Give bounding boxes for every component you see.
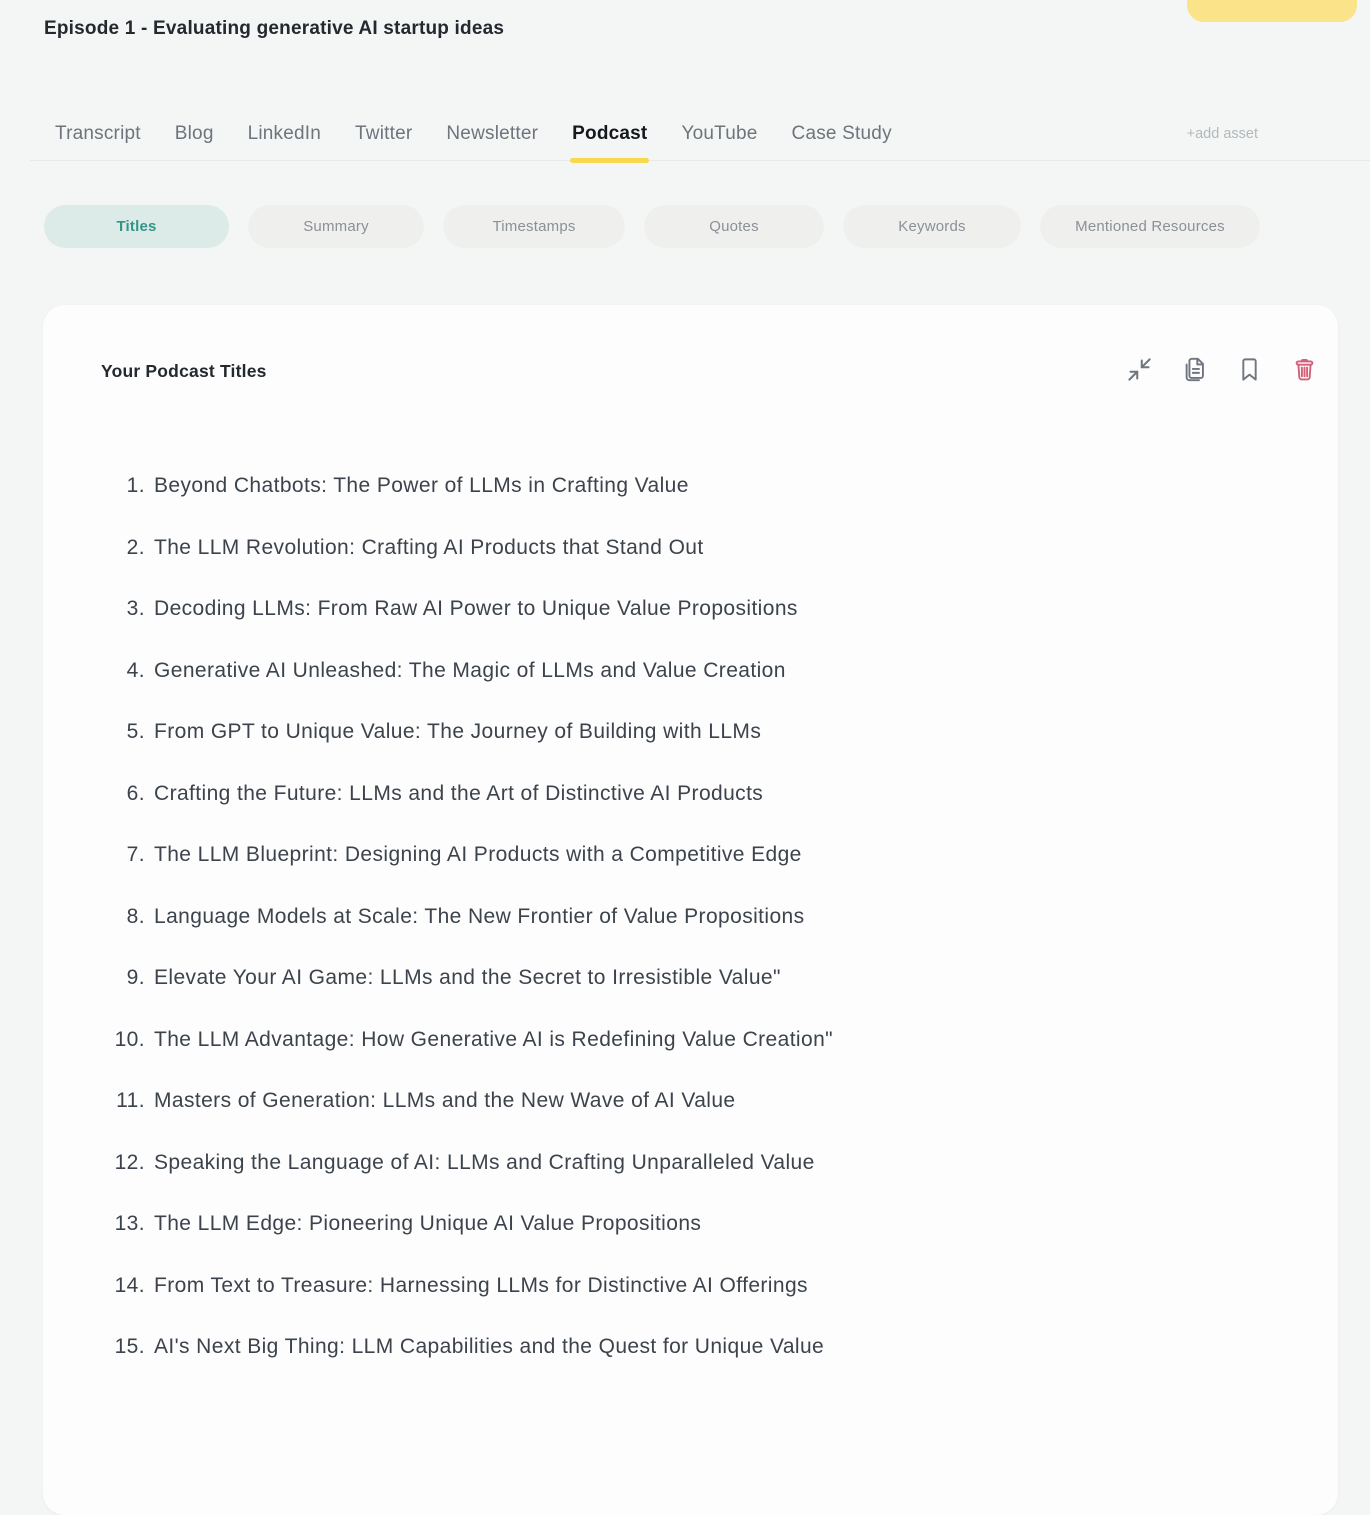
add-asset-button[interactable]: +add asset [1186, 126, 1258, 142]
podcast-title-item [101, 1027, 1318, 1052]
pill-quotes[interactable]: Quotes [644, 205, 824, 248]
item-text: Beyond Chatbots: The Power of LLMs in Crafting Value [154, 474, 689, 497]
tab-transcript[interactable]: Transcript [55, 123, 141, 144]
tab-newsletter[interactable]: Newsletter [446, 123, 539, 144]
card-actions [1125, 357, 1318, 385]
copy-icon [1181, 356, 1208, 386]
item-text: Elevate Your AI Game: LLMs and the Secret to Irresistible Value" [154, 966, 781, 989]
tab-podcast[interactable]: Podcast [572, 122, 647, 160]
item-number: 8. [126, 904, 145, 928]
bookmark-icon [1236, 356, 1263, 386]
item-text: AI's Next Big Thing: LLM Capabilities and the Quest for Unique Value [154, 1335, 825, 1358]
tab-case-study[interactable]: Case Study [791, 123, 892, 144]
item-text: The LLM Blueprint: Designing AI Products with a Competitive Edge [154, 843, 802, 866]
asset-tab-bar [30, 122, 1370, 161]
item-text: Crafting the Future: LLMs and the Art of Distinctive AI Products [154, 781, 764, 805]
tab-twitter[interactable]: Twitter [355, 123, 413, 144]
collapse-button[interactable] [1125, 357, 1153, 385]
item-number: 4. [126, 658, 145, 682]
item-text: The LLM Advantage: How Generative AI is Redefining Value Creation" [154, 1027, 834, 1051]
podcast-title-item [101, 1334, 1318, 1359]
item-number: 15. [114, 1335, 145, 1358]
podcast-title-item [101, 965, 1318, 990]
item-text: Decoding LLMs: From Raw AI Power to Unique Value Propositions [154, 597, 798, 620]
item-text: Generative AI Unleashed: The Magic of LLMs and Value Creation [154, 658, 786, 682]
item-number: 13. [114, 1212, 145, 1235]
item-text: Speaking the Language of AI: LLMs and Crafting Unparalleled Value [154, 1150, 815, 1174]
podcast-title-item [101, 904, 1318, 929]
item-text: From Text to Treasure: Harnessing LLMs for Distinctive AI Offerings [154, 1273, 808, 1297]
item-number: 9. [126, 966, 145, 989]
item-number: 2. [126, 535, 145, 559]
collapse-icon [1126, 356, 1153, 386]
delete-button[interactable] [1290, 357, 1318, 385]
item-number: 3. [126, 597, 145, 620]
item-number: 12. [114, 1150, 145, 1174]
page-title: Episode 1 - Evaluating generative AI startup ideas [44, 18, 505, 39]
item-number: 14. [114, 1273, 145, 1297]
podcast-title-item [101, 1273, 1318, 1298]
podcast-title-item [101, 535, 1318, 560]
podcast-title-item [101, 1088, 1318, 1113]
podcast-title-item [101, 842, 1318, 867]
item-number: 5. [126, 720, 145, 743]
item-text: The LLM Edge: Pioneering Unique AI Value Propositions [154, 1212, 702, 1235]
podcast-title-item [101, 473, 1318, 498]
item-text: Language Models at Scale: The New Frontier of Value Propositions [154, 904, 805, 928]
item-text: Masters of Generation: LLMs and the New Wave of AI Value [154, 1089, 736, 1112]
podcast-titles-card [43, 305, 1338, 1515]
pill-mentioned-resources[interactable]: Mentioned Resources [1040, 205, 1260, 248]
copy-button[interactable] [1180, 357, 1208, 385]
pill-timestamps[interactable]: Timestamps [443, 205, 625, 248]
podcast-titles-list [101, 473, 1318, 1359]
primary-action-button[interactable] [1187, 0, 1357, 22]
podcast-title-item [101, 1211, 1318, 1236]
podcast-title-item [101, 596, 1318, 621]
pill-titles[interactable]: Titles [44, 205, 229, 248]
tab-youtube[interactable]: YouTube [681, 123, 758, 144]
pill-summary[interactable]: Summary [248, 205, 424, 248]
bookmark-button[interactable] [1235, 357, 1263, 385]
podcast-subsection-pills [44, 205, 1370, 248]
item-number: 1. [126, 474, 145, 497]
podcast-title-item [101, 781, 1318, 806]
item-text: From GPT to Unique Value: The Journey of Building with LLMs [154, 720, 762, 743]
card-title: Your Podcast Titles [101, 361, 267, 381]
podcast-title-item [101, 1150, 1318, 1175]
item-number: 10. [114, 1027, 145, 1051]
podcast-title-item [101, 658, 1318, 683]
item-number: 11. [116, 1089, 145, 1112]
card-header [101, 357, 1318, 385]
item-number: 6. [126, 781, 145, 805]
podcast-title-item [101, 719, 1318, 744]
tab-linkedin[interactable]: LinkedIn [247, 123, 322, 144]
trash-icon [1291, 356, 1318, 386]
item-text: The LLM Revolution: Crafting AI Products that Stand Out [154, 535, 704, 559]
pill-keywords[interactable]: Keywords [843, 205, 1021, 248]
tab-blog[interactable]: Blog [174, 123, 214, 144]
item-number: 7. [126, 843, 145, 866]
